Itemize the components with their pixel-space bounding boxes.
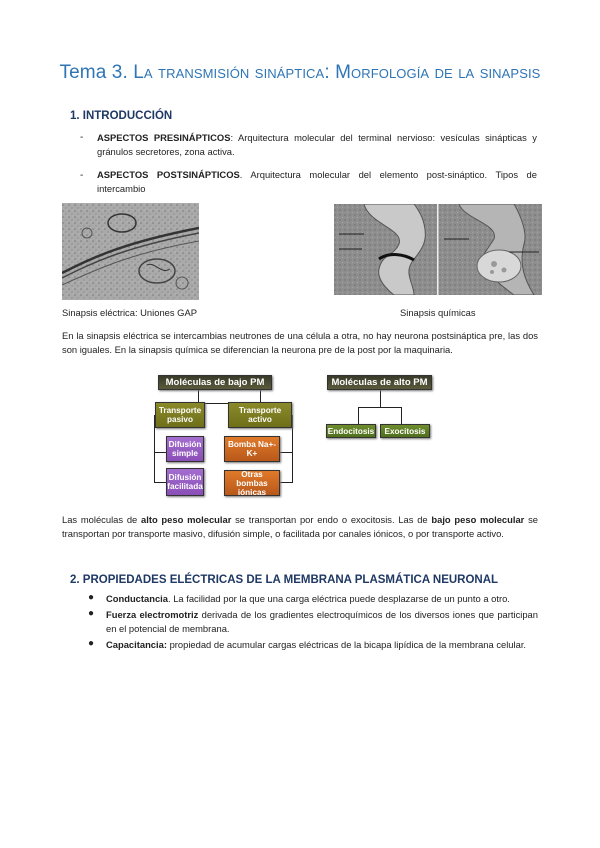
caption-electric: Sinapsis eléctrica: Uniones GAP <box>62 307 197 318</box>
caption-chemical: Sinapsis químicas <box>400 307 476 318</box>
item-bold: ASPECTOS PRESINÁPTICOS <box>97 132 231 143</box>
simple-diffusion-box: Difusión simple <box>166 436 204 462</box>
item-bold: Capacitancia: <box>106 639 167 650</box>
na-k-pump-box: Bomba Na+-K+ <box>224 436 280 462</box>
list-item <box>106 608 538 636</box>
item-text: propiedad de acumular cargas eléctricas de la bicapa lipídica de la membrana celular. <box>166 639 527 650</box>
bullet-marker: ● <box>88 608 95 619</box>
dash-marker: - <box>80 132 84 143</box>
title-prefix: Tema 3. <box>59 62 128 83</box>
title-text: La transmisión sináptica: Morfología de la sinapsis <box>133 62 541 83</box>
intro-paragraph: En la sinapsis eléctrica se intercambias neutrones de una célula a otra, no hay neurona postsináptica pre, las dos son iguales. En la sinapsis química se diferencian la neurona pre de la post por la maquinaria. <box>62 330 538 355</box>
list-item <box>106 592 538 606</box>
connector <box>380 389 381 407</box>
transport-diagram <box>152 370 458 500</box>
item-bold: ASPECTOS POSTSINÁPTICOS <box>97 169 240 180</box>
item-bold: Conductancia <box>106 593 168 604</box>
connector <box>358 407 359 424</box>
dash-marker: - <box>80 170 84 181</box>
connector <box>154 452 166 453</box>
page-title <box>0 62 600 84</box>
chemical-synapse-micrograph <box>334 204 542 295</box>
list-item <box>97 131 537 159</box>
endocytosis-box: Endocitosis <box>326 424 376 438</box>
bold-part: bajo peso molecular <box>431 514 525 525</box>
connector <box>280 482 293 483</box>
list-item <box>97 168 537 196</box>
passive-transport-box: Transporte pasivo <box>155 402 205 428</box>
text-part: se transportan por transporte masivo, difusión simple, o facilitada por canales iónicos, o por transporte activo. <box>62 514 538 539</box>
connector <box>358 407 402 408</box>
item-text: derivada de los gradientes electroquímicos de los diversos iones que participan en el potencial de membrana. <box>106 609 538 634</box>
section-1-heading: 1. INTRODUCCIÓN <box>70 110 173 122</box>
item-text: : Arquitectura molecular del terminal nervioso: vesículas sinápticas y gránulos secretores, zona activa. <box>97 132 537 157</box>
text-part: Las moléculas de <box>62 514 142 525</box>
connector <box>401 407 402 424</box>
bullet-marker: ● <box>88 592 95 603</box>
bullet-marker: ● <box>88 638 95 649</box>
connector <box>280 452 293 453</box>
other-pumps-box: Otras bombas iónicas <box>224 470 280 496</box>
transport-paragraph <box>62 513 538 541</box>
high-pm-box: Moléculas de alto PM <box>327 375 432 390</box>
gap-junction-micrograph <box>62 203 199 300</box>
low-pm-box: Moléculas de bajo PM <box>158 375 272 390</box>
connector <box>292 415 293 483</box>
active-transport-box: Transporte activo <box>228 402 292 428</box>
exocytosis-box: Exocitosis <box>380 424 430 438</box>
item-text: . La facilidad por la que una carga eléctrica puede desplazarse de un punto a otro. <box>168 593 510 604</box>
text-part: se transportan por endo o exocitosis. Las de <box>231 514 432 525</box>
item-text: . Arquitectura molecular del elemento post-sináptico. Tipos de intercambio <box>97 169 537 194</box>
facilitated-diffusion-box: Difusión facilitada <box>166 468 204 496</box>
list-item <box>106 638 538 652</box>
connector <box>154 482 166 483</box>
bold-part: alto peso molecular <box>141 514 232 525</box>
section-2-heading: 2. PROPIEDADES ELÉCTRICAS DE LA MEMBRANA PLASMÁTICA NEURONAL <box>70 574 499 586</box>
item-bold: Fuerza electromotriz <box>106 609 199 620</box>
